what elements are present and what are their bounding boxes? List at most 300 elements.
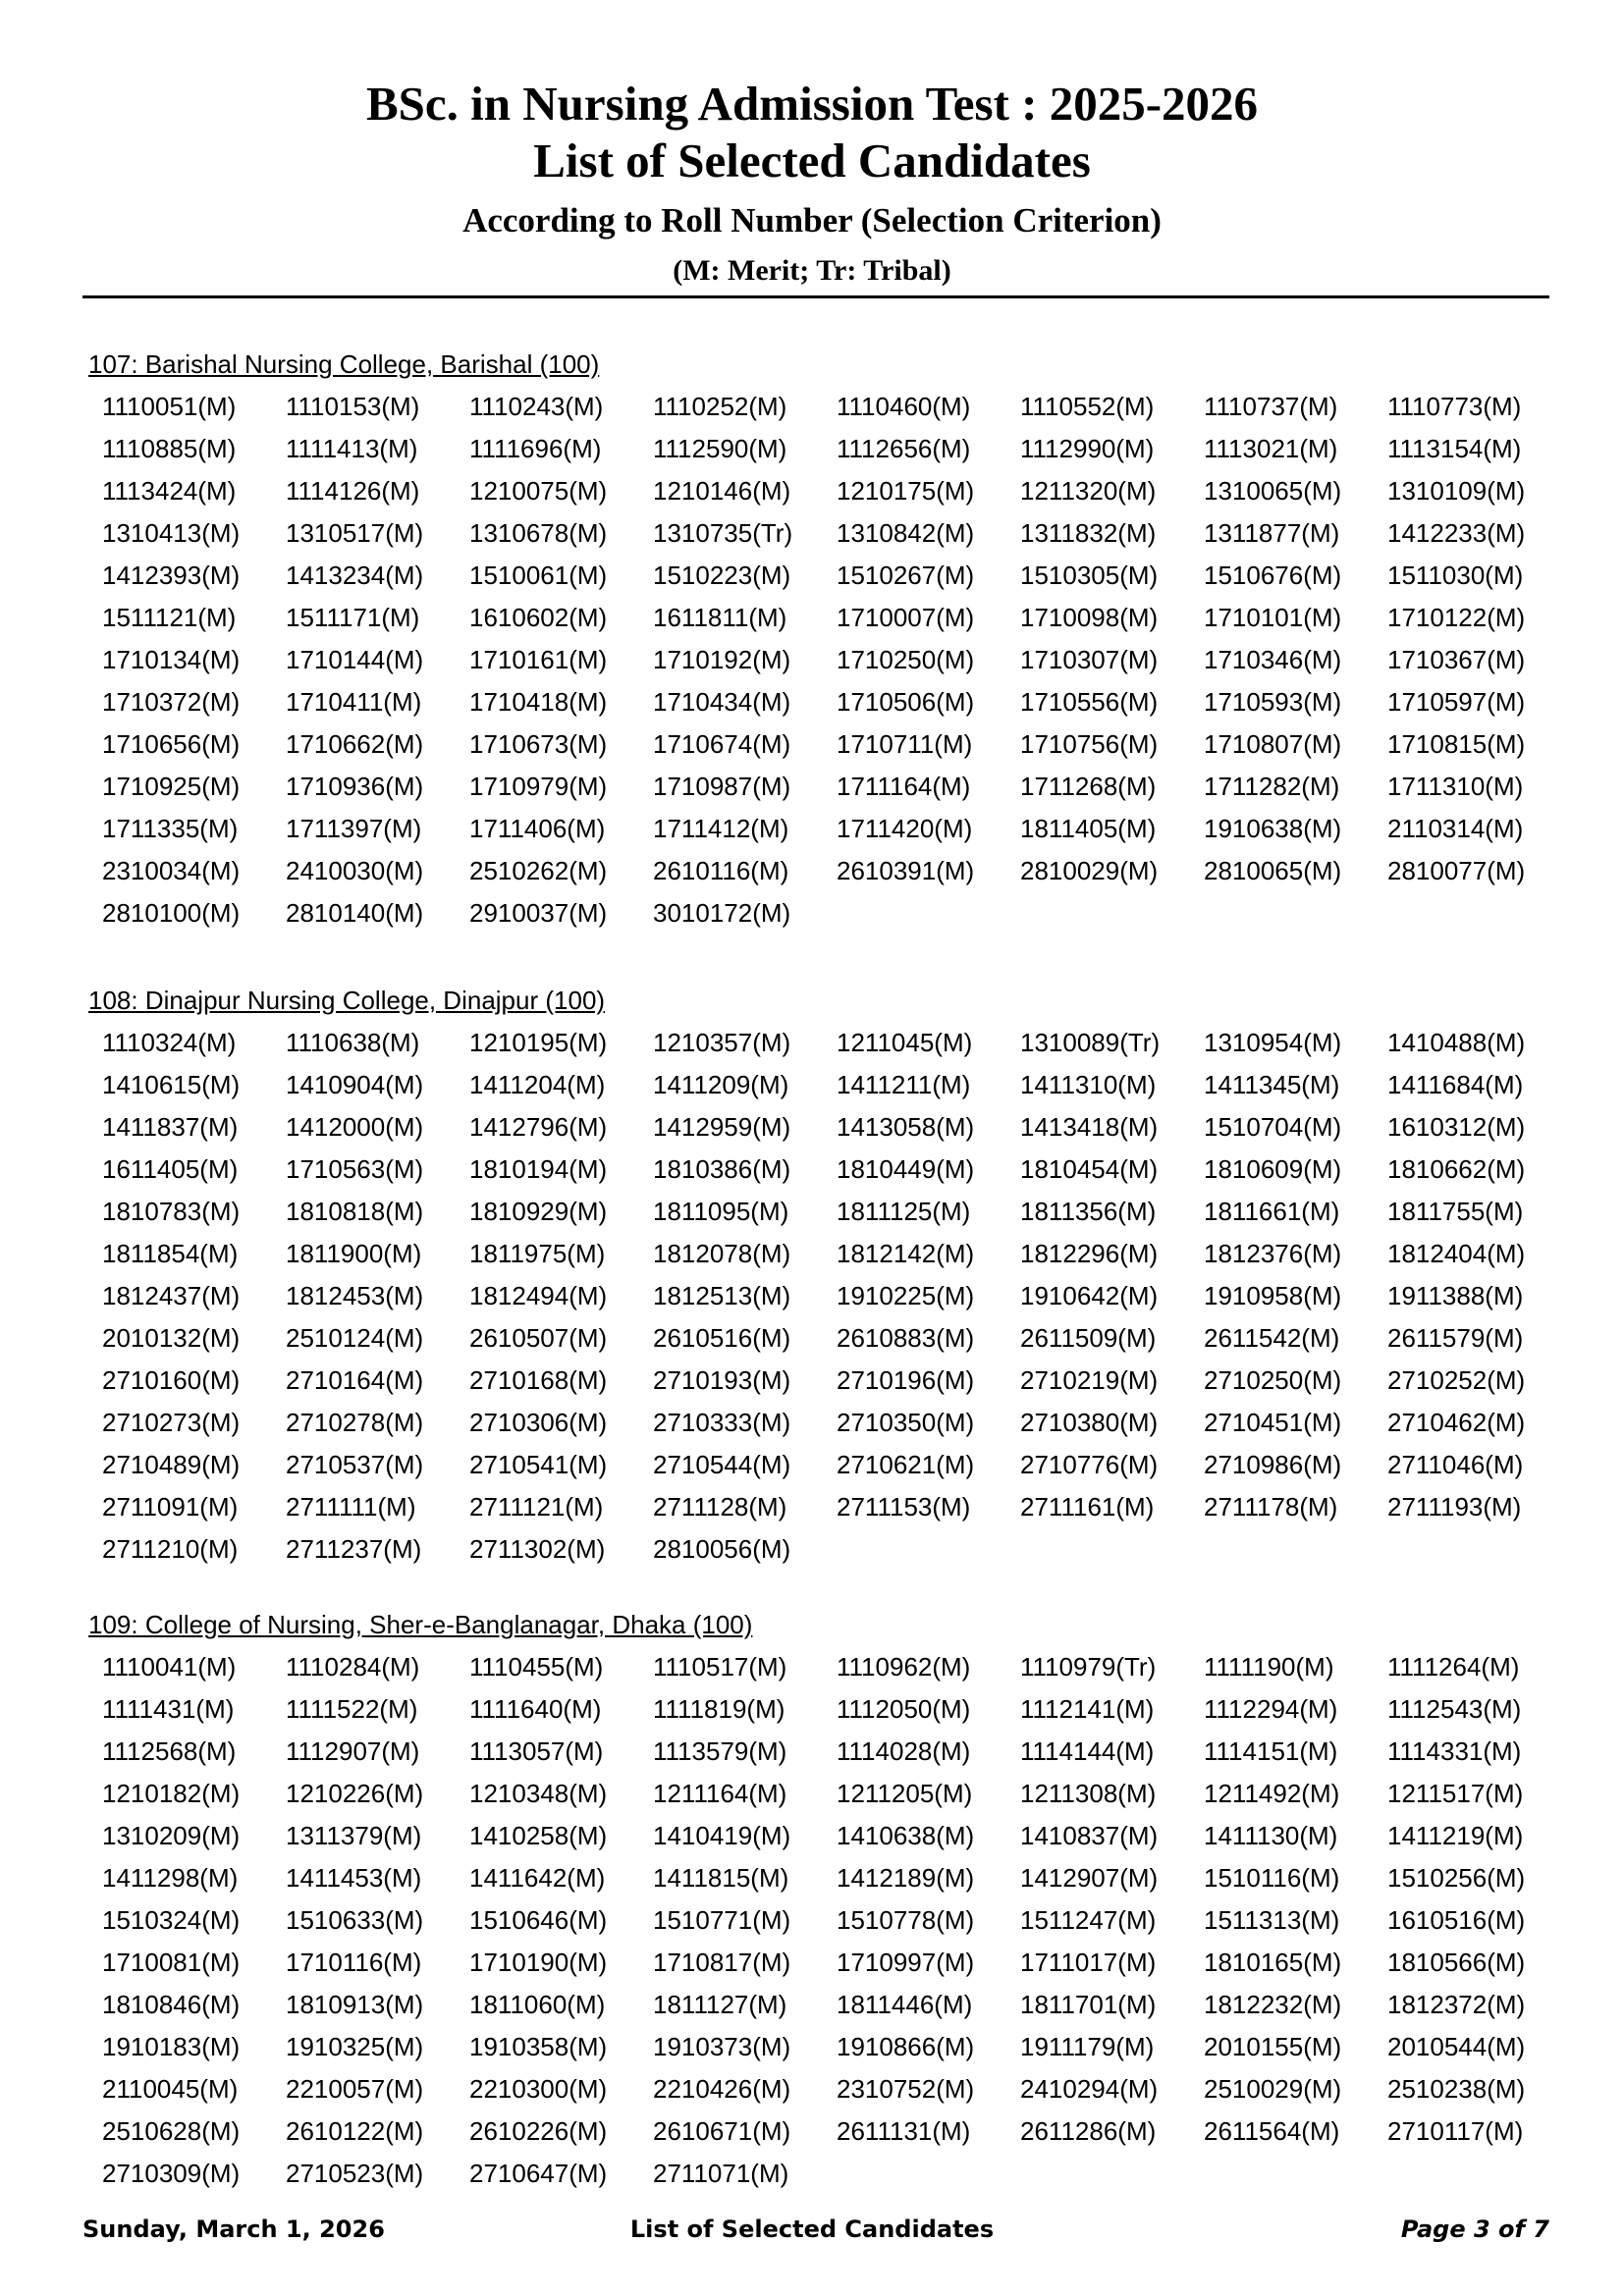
roll-number: 2711121(M): [469, 1492, 604, 1522]
roll-number: 1111640(M): [469, 1694, 602, 1724]
roll-number: 1811405(M): [1020, 814, 1157, 843]
roll-number: 1810165(M): [1204, 1948, 1342, 1977]
roll-number: 1812232(M): [1204, 1990, 1342, 2019]
roll-number: 1910225(M): [837, 1281, 975, 1310]
roll-number: 1510704(M): [1204, 1112, 1342, 1142]
roll-number: 1110638(M): [286, 1028, 420, 1057]
roll-number: 1710411(M): [286, 687, 422, 717]
roll-number: 2611509(M): [1020, 1323, 1157, 1353]
roll-number: 1111190(M): [1204, 1652, 1334, 1682]
roll-number: 1411298(M): [102, 1863, 239, 1893]
roll-number: 1811446(M): [837, 1990, 973, 2019]
roll-number: 1610516(M): [1387, 1905, 1526, 1935]
roll-number-grid: [102, 386, 1555, 934]
roll-number: 1411345(M): [1204, 1070, 1340, 1099]
roll-number: 1710662(M): [286, 729, 424, 759]
roll-number: 1810609(M): [1204, 1154, 1342, 1184]
roll-number: 1710192(M): [653, 645, 791, 674]
roll-number: 1310089(Tr): [1020, 1028, 1161, 1057]
roll-number: 2710193(M): [653, 1365, 791, 1395]
roll-number: 1510305(M): [1020, 561, 1159, 590]
roll-number: 1511121(M): [102, 603, 237, 632]
roll-number: 1710081(M): [102, 1948, 241, 1977]
roll-number: 2710462(M): [1387, 1408, 1526, 1437]
college-title: 109: College of Nursing, Sher-e-Banglanagar, Dhaka (100): [88, 1610, 753, 1639]
roll-number: 1710597(M): [1387, 687, 1526, 717]
roll-number: 2611286(M): [1020, 2116, 1157, 2146]
roll-number: 1811661(M): [1204, 1197, 1340, 1226]
roll-number: 1211164(M): [653, 1779, 787, 1808]
roll-number: 1710997(M): [837, 1948, 975, 1977]
header-divider: [82, 295, 1549, 298]
roll-number: 1211045(M): [837, 1028, 973, 1057]
roll-number: 1410837(M): [1020, 1821, 1159, 1850]
roll-number: 1411130(M): [1204, 1821, 1338, 1850]
roll-number: 1311877(M): [1204, 518, 1340, 548]
roll-number: 1711282(M): [1204, 772, 1340, 801]
roll-number: 2711193(M): [1387, 1492, 1522, 1522]
roll-number: 1410488(M): [1387, 1028, 1526, 1057]
roll-number: 2611131(M): [837, 2116, 971, 2146]
roll-number: 2711161(M): [1020, 1492, 1155, 1522]
roll-number: 1510223(M): [653, 561, 791, 590]
roll-number: 1510267(M): [837, 561, 975, 590]
roll-number: 2710541(M): [469, 1450, 608, 1479]
roll-number: 1511171(M): [286, 603, 420, 632]
roll-number: 1410904(M): [286, 1070, 424, 1099]
roll-number: 2711237(M): [286, 1534, 422, 1564]
roll-number: 2710160(M): [102, 1365, 241, 1395]
roll-number: 1411684(M): [1387, 1070, 1524, 1099]
roll-number: 1210075(M): [469, 476, 608, 506]
roll-number: 2010132(M): [102, 1323, 241, 1353]
roll-number: 1811854(M): [102, 1239, 239, 1268]
roll-number: 1410258(M): [469, 1821, 608, 1850]
roll-number: 2310752(M): [837, 2074, 975, 2104]
roll-number: 1114126(M): [286, 476, 420, 506]
roll-number: 1810783(M): [102, 1197, 241, 1226]
roll-number: 1810818(M): [286, 1197, 424, 1226]
roll-number: 1711406(M): [469, 814, 606, 843]
roll-number: 1110243(M): [469, 392, 604, 421]
roll-number: 1111696(M): [469, 434, 602, 463]
roll-number: 2510262(M): [469, 856, 608, 885]
roll-number: 2710333(M): [653, 1408, 791, 1437]
roll-number: 2711071(M): [653, 2159, 789, 2188]
roll-number: 2810056(M): [653, 1534, 791, 1564]
roll-number: 1910373(M): [653, 2032, 791, 2061]
college-title: 108: Dinajpur Nursing College, Dinajpur (100): [88, 986, 606, 1015]
roll-number: 1210146(M): [653, 476, 791, 506]
roll-number: 1510061(M): [469, 561, 608, 590]
roll-number: 2710647(M): [469, 2159, 608, 2188]
roll-number: 1510116(M): [1204, 1863, 1340, 1893]
roll-number: 1710122(M): [1387, 603, 1526, 632]
roll-number: 1812296(M): [1020, 1239, 1159, 1268]
roll-number: 1710161(M): [469, 645, 608, 674]
roll-number: 1310517(M): [286, 518, 424, 548]
roll-number: 1810662(M): [1387, 1154, 1526, 1184]
roll-number: 2710219(M): [1020, 1365, 1159, 1395]
roll-number: 1810913(M): [286, 1990, 424, 2019]
roll-number: 1911388(M): [1387, 1281, 1524, 1310]
roll-number: 1310735(Tr): [653, 518, 793, 548]
roll-number: 1711268(M): [1020, 772, 1157, 801]
roll-number: 2410294(M): [1020, 2074, 1159, 2104]
roll-number: 1511313(M): [1204, 1905, 1340, 1935]
roll-number: 1810454(M): [1020, 1154, 1159, 1184]
roll-number: 2810100(M): [102, 898, 241, 928]
roll-number: 2710252(M): [1387, 1365, 1526, 1395]
roll-number: 2610122(M): [286, 2116, 424, 2146]
roll-number: 1110324(M): [102, 1028, 237, 1057]
roll-number: 1110051(M): [102, 392, 237, 421]
roll-number: 1411815(M): [653, 1863, 789, 1893]
roll-number: 1510324(M): [102, 1905, 241, 1935]
roll-number: 1411310(M): [1020, 1070, 1157, 1099]
roll-number: 1412393(M): [102, 561, 241, 590]
roll-number: 1610602(M): [469, 603, 608, 632]
roll-number: 1311832(M): [1020, 518, 1157, 548]
roll-number: 2611564(M): [1204, 2116, 1340, 2146]
roll-number: 2510124(M): [286, 1323, 424, 1353]
document-title: BSc. in Nursing Admission Test : 2025-2026: [365, 77, 1259, 131]
roll-number: 2010544(M): [1387, 2032, 1526, 2061]
roll-number: 1110153(M): [286, 392, 420, 421]
roll-number: 1110552(M): [1020, 392, 1155, 421]
roll-number: 1711420(M): [837, 814, 973, 843]
roll-number: 1410419(M): [653, 1821, 791, 1850]
roll-number: 1112590(M): [653, 434, 787, 463]
roll-number: 1110460(M): [837, 392, 971, 421]
roll-number: 1812437(M): [102, 1281, 241, 1310]
roll-number: 1910325(M): [286, 2032, 424, 2061]
roll-number: 1710506(M): [837, 687, 975, 717]
roll-number: 2710278(M): [286, 1408, 424, 1437]
roll-number: 1812404(M): [1387, 1239, 1526, 1268]
roll-number: 1114151(M): [1204, 1736, 1338, 1766]
roll-number: 2710309(M): [102, 2159, 241, 2188]
category-legend: (M: Merit; Tr: Tribal): [673, 254, 951, 287]
roll-number: 1611405(M): [102, 1154, 239, 1184]
roll-number: 1910183(M): [102, 2032, 241, 2061]
roll-number: 1112294(M): [1204, 1694, 1338, 1724]
roll-number: 1711412(M): [653, 814, 789, 843]
roll-number: 1710346(M): [1204, 645, 1342, 674]
roll-number: 2910037(M): [469, 898, 608, 928]
roll-number: 1810566(M): [1387, 1948, 1526, 1977]
roll-number: 1710418(M): [469, 687, 608, 717]
roll-number: 1710367(M): [1387, 645, 1526, 674]
roll-number: 1710815(M): [1387, 729, 1526, 759]
roll-number: 1812453(M): [286, 1281, 424, 1310]
roll-number: 2711178(M): [1204, 1492, 1338, 1522]
roll-number: 2610507(M): [469, 1323, 608, 1353]
roll-number: 1910642(M): [1020, 1281, 1159, 1310]
roll-number: 1412959(M): [653, 1112, 791, 1142]
roll-number: 1112543(M): [1387, 1694, 1522, 1724]
roll-number: 1810846(M): [102, 1990, 241, 2019]
roll-number: 2510628(M): [102, 2116, 241, 2146]
roll-number: 1710673(M): [469, 729, 608, 759]
roll-number: 2711153(M): [837, 1492, 971, 1522]
roll-number: 1910866(M): [837, 2032, 975, 2061]
roll-number: 2710451(M): [1204, 1408, 1342, 1437]
roll-number: 1711164(M): [837, 772, 971, 801]
roll-number: 2710523(M): [286, 2159, 424, 2188]
roll-number: 1310678(M): [469, 518, 608, 548]
roll-number: 1112656(M): [837, 434, 971, 463]
roll-number-grid: [102, 1646, 1555, 2195]
roll-number: 1113057(M): [469, 1736, 604, 1766]
roll-number: 1811095(M): [653, 1197, 789, 1226]
roll-number: 1710190(M): [469, 1948, 608, 1977]
roll-number: 1110885(M): [102, 434, 237, 463]
roll-number: 1812513(M): [653, 1281, 791, 1310]
roll-number: 2710776(M): [1020, 1450, 1159, 1479]
roll-number: 1412796(M): [469, 1112, 608, 1142]
roll-number: 2210426(M): [653, 2074, 791, 2104]
roll-number: 1710656(M): [102, 729, 241, 759]
roll-number: 1310065(M): [1204, 476, 1342, 506]
roll-number: 1710434(M): [653, 687, 791, 717]
roll-number: 1413418(M): [1020, 1112, 1159, 1142]
roll-number: 1811900(M): [286, 1239, 422, 1268]
roll-number: 1811356(M): [1020, 1197, 1157, 1226]
roll-number: 1811701(M): [1020, 1990, 1157, 2019]
roll-number: 1111413(M): [286, 434, 418, 463]
roll-number: 1210357(M): [653, 1028, 791, 1057]
roll-number: 1811125(M): [837, 1197, 971, 1226]
roll-number: 1710144(M): [286, 645, 424, 674]
roll-number: 1412189(M): [837, 1863, 975, 1893]
roll-number: 2711046(M): [1387, 1450, 1524, 1479]
roll-number: 1110455(M): [469, 1652, 604, 1682]
roll-number: 1410638(M): [837, 1821, 975, 1850]
roll-number: 2110045(M): [102, 2074, 239, 2104]
roll-number: 2710380(M): [1020, 1408, 1159, 1437]
selection-criterion: According to Roll Number (Selection Criterion): [462, 201, 1162, 240]
roll-number: 2510238(M): [1387, 2074, 1526, 2104]
roll-number: 1112990(M): [1020, 434, 1155, 463]
roll-number: 3010172(M): [653, 898, 791, 928]
roll-number: 1510676(M): [1204, 561, 1342, 590]
roll-number: 1210348(M): [469, 1779, 608, 1808]
roll-number: 1113021(M): [1204, 434, 1338, 463]
roll-number: 2710350(M): [837, 1408, 975, 1437]
roll-number: 1710817(M): [653, 1948, 791, 1977]
roll-number: 2711111(M): [286, 1492, 416, 1522]
roll-number: 1211320(M): [1020, 476, 1157, 506]
roll-number: 1111431(M): [102, 1694, 235, 1724]
roll-number: 1810194(M): [469, 1154, 608, 1184]
roll-number: 1112568(M): [102, 1736, 237, 1766]
roll-number: 1114144(M): [1020, 1736, 1155, 1766]
roll-number: 1710563(M): [286, 1154, 424, 1184]
roll-number: 1410615(M): [102, 1070, 241, 1099]
roll-number: 2710544(M): [653, 1450, 791, 1479]
roll-number: 1413234(M): [286, 561, 424, 590]
roll-number: 1711017(M): [1020, 1948, 1157, 1977]
roll-number: 1110737(M): [1204, 392, 1338, 421]
roll-number: 1111819(M): [653, 1694, 785, 1724]
roll-number: 1812078(M): [653, 1239, 791, 1268]
roll-number: 1110252(M): [653, 392, 787, 421]
roll-number: 1112907(M): [286, 1736, 420, 1766]
roll-number: 2510029(M): [1204, 2074, 1342, 2104]
roll-number: 2610116(M): [653, 856, 789, 885]
footer-date: Sunday, March 1, 2026: [82, 2216, 385, 2243]
roll-number: 2710196(M): [837, 1365, 975, 1395]
roll-number: 1711335(M): [102, 814, 239, 843]
roll-number: 1111264(M): [1387, 1652, 1520, 1682]
roll-number: 1911179(M): [1020, 2032, 1155, 2061]
roll-number: 2110314(M): [1387, 814, 1524, 843]
roll-number: 1710101(M): [1204, 603, 1342, 632]
roll-number: 2711128(M): [653, 1492, 787, 1522]
roll-number: 1411209(M): [653, 1070, 789, 1099]
roll-number: 1812494(M): [469, 1281, 608, 1310]
document-subtitle: List of Selected Candidates: [533, 133, 1091, 187]
roll-number: 1114331(M): [1387, 1736, 1522, 1766]
roll-number: 1711310(M): [1387, 772, 1524, 801]
roll-number: 1211517(M): [1387, 1779, 1524, 1808]
roll-number: 1113154(M): [1387, 434, 1522, 463]
roll-number: 2410030(M): [286, 856, 424, 885]
roll-number: 1413058(M): [837, 1112, 975, 1142]
roll-number: 1310209(M): [102, 1821, 241, 1850]
roll-number: 1511030(M): [1387, 561, 1524, 590]
roll-number: 1411204(M): [469, 1070, 606, 1099]
roll-number: 1710372(M): [102, 687, 241, 717]
roll-number: 1810449(M): [837, 1154, 975, 1184]
roll-number: 1812142(M): [837, 1239, 975, 1268]
roll-number: 1810929(M): [469, 1197, 608, 1226]
roll-number: 1310954(M): [1204, 1028, 1342, 1057]
roll-number: 1211308(M): [1020, 1779, 1157, 1808]
college-title: 107: Barishal Nursing College, Barishal (100): [88, 349, 600, 379]
roll-number: 1110979(Tr): [1020, 1652, 1157, 1682]
roll-number: 1710936(M): [286, 772, 424, 801]
roll-number: 1311379(M): [286, 1821, 422, 1850]
roll-number: 2810029(M): [1020, 856, 1159, 885]
roll-number: 1310109(M): [1387, 476, 1526, 506]
roll-number: 1210226(M): [286, 1779, 424, 1808]
roll-number: 1710307(M): [1020, 645, 1159, 674]
roll-number: 1411837(M): [102, 1112, 239, 1142]
roll-number: 2610883(M): [837, 1323, 975, 1353]
roll-number: 1910638(M): [1204, 814, 1342, 843]
roll-number: 2810065(M): [1204, 856, 1342, 885]
roll-number: 1711397(M): [286, 814, 422, 843]
roll-number: 2710168(M): [469, 1365, 608, 1395]
roll-number: 1412000(M): [286, 1112, 424, 1142]
roll-number: 1510646(M): [469, 1905, 608, 1935]
roll-number: 1710116(M): [286, 1948, 422, 1977]
roll-number: 1210175(M): [837, 476, 975, 506]
roll-number: 1110284(M): [286, 1652, 420, 1682]
roll-number: 1112050(M): [837, 1694, 971, 1724]
roll-number: 1110517(M): [653, 1652, 787, 1682]
roll-number: 2611542(M): [1204, 1323, 1340, 1353]
roll-number: 1210182(M): [102, 1779, 241, 1808]
roll-number: 1411219(M): [1387, 1821, 1524, 1850]
roll-number: 1510778(M): [837, 1905, 975, 1935]
roll-number: 2210057(M): [286, 2074, 424, 2104]
roll-number: 1111522(M): [286, 1694, 418, 1724]
roll-number: 1112141(M): [1020, 1694, 1155, 1724]
roll-number: 1710756(M): [1020, 729, 1159, 759]
roll-number: 1110962(M): [837, 1652, 971, 1682]
roll-number: 1812372(M): [1387, 1990, 1526, 2019]
roll-number: 1110041(M): [102, 1652, 237, 1682]
roll-number: 1113579(M): [653, 1736, 787, 1766]
roll-number: 1710925(M): [102, 772, 241, 801]
roll-number: 2710621(M): [837, 1450, 975, 1479]
roll-number: 2710537(M): [286, 1450, 424, 1479]
roll-number: 1710250(M): [837, 645, 975, 674]
roll-number: 1610312(M): [1387, 1112, 1526, 1142]
roll-number: 1510256(M): [1387, 1863, 1526, 1893]
roll-number: 2610226(M): [469, 2116, 608, 2146]
roll-number: 1910358(M): [469, 2032, 608, 2061]
roll-number: 1811060(M): [469, 1990, 606, 2019]
roll-number: 1411642(M): [469, 1863, 606, 1893]
roll-number: 1211205(M): [837, 1779, 973, 1808]
roll-number: 2710250(M): [1204, 1365, 1342, 1395]
roll-number-grid: [102, 1022, 1555, 1571]
roll-number: 1310842(M): [837, 518, 975, 548]
roll-number: 1810386(M): [653, 1154, 791, 1184]
roll-number: 1710987(M): [653, 772, 791, 801]
roll-number: 1710007(M): [837, 603, 975, 632]
roll-number: 2710273(M): [102, 1408, 241, 1437]
roll-number: 2610391(M): [837, 856, 975, 885]
roll-number: 1710556(M): [1020, 687, 1159, 717]
roll-number: 2710489(M): [102, 1450, 241, 1479]
roll-number: 1211492(M): [1204, 1779, 1340, 1808]
roll-number: 2710306(M): [469, 1408, 608, 1437]
page-number: Page 3 of 7: [1400, 2216, 1549, 2243]
roll-number: 2611579(M): [1387, 1323, 1524, 1353]
roll-number: 1710674(M): [653, 729, 791, 759]
roll-number: 1910958(M): [1204, 1281, 1342, 1310]
roll-number: 1811127(M): [653, 1990, 787, 2019]
roll-number: 1310413(M): [102, 518, 241, 548]
roll-number: 1114028(M): [837, 1736, 971, 1766]
roll-number: 2610516(M): [653, 1323, 791, 1353]
roll-number: 1710098(M): [1020, 603, 1159, 632]
roll-number: 1811975(M): [469, 1239, 606, 1268]
roll-number: 1811755(M): [1387, 1197, 1524, 1226]
roll-number: 1812376(M): [1204, 1239, 1342, 1268]
roll-number: 1110773(M): [1387, 392, 1522, 421]
roll-number: 2010155(M): [1204, 2032, 1342, 2061]
roll-number: 1411211(M): [837, 1070, 971, 1099]
roll-number: 1210195(M): [469, 1028, 608, 1057]
roll-number: 1510633(M): [286, 1905, 424, 1935]
roll-number: 2310034(M): [102, 856, 241, 885]
roll-number: 1710593(M): [1204, 687, 1342, 717]
roll-number: 2210300(M): [469, 2074, 608, 2104]
roll-number: 1412233(M): [1387, 518, 1526, 548]
roll-number: 2711091(M): [102, 1492, 239, 1522]
roll-number: 1113424(M): [102, 476, 237, 506]
roll-number: 2610671(M): [653, 2116, 791, 2146]
roll-number: 2710986(M): [1204, 1450, 1342, 1479]
roll-number: 1611811(M): [653, 603, 787, 632]
roll-number: 2710164(M): [286, 1365, 424, 1395]
